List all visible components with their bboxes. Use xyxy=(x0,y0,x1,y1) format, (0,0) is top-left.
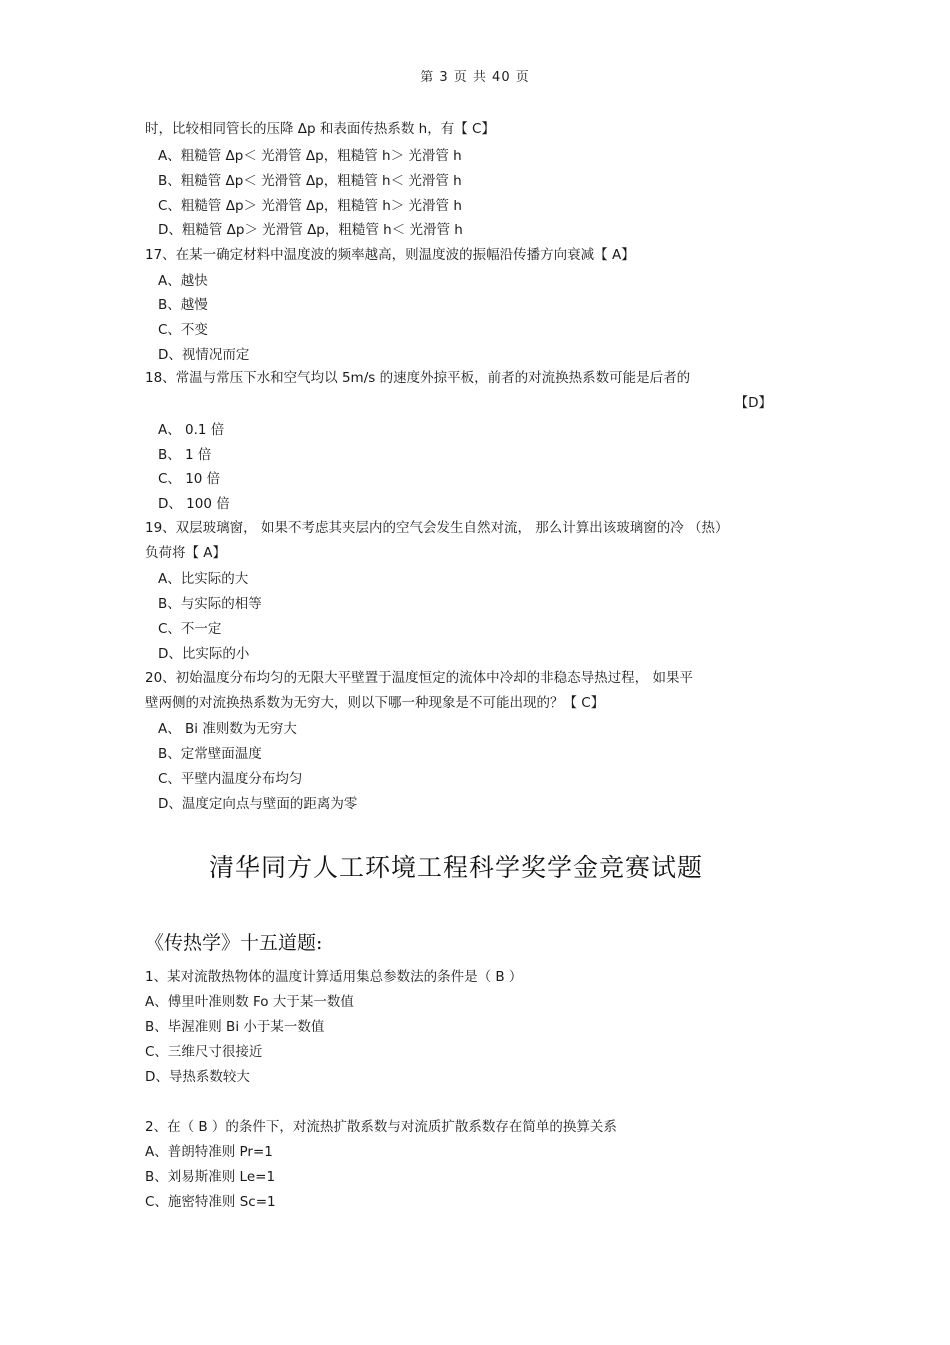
question-20-line-2: 壁两侧的对流换热系数为无穷大，则以下哪一种现象是不可能出现的？【 C】 xyxy=(145,695,605,711)
option-2-1-b: B、毕渥准则 Bi 小于某一数值 xyxy=(145,1019,325,1035)
question-2-1: 1、某对流散热物体的温度计算适用集总参数法的条件是（ B ） xyxy=(145,969,523,985)
question-19-line-1: 19、双层玻璃窗， 如果不考虑其夹层内的空气会发生自然对流， 那么计算出该玻璃窗的冷 （热） xyxy=(145,520,729,536)
option-2-1-d: D、导热系数较大 xyxy=(145,1069,250,1085)
option-16-c: C、粗糙管 Δp＞ 光滑管 Δp，粗糙管 h＞ 光滑管 h xyxy=(158,198,462,214)
option-19-a: A、比实际的大 xyxy=(158,571,249,587)
option-17-a: A、越快 xyxy=(158,273,208,289)
option-2-2-a: A、普朗特准则 Pr=1 xyxy=(145,1144,273,1160)
question-16-tail: 时，比较相同管长的压降 Δp 和表面传热系数 h，有【 C】 xyxy=(145,121,495,137)
option-20-a: A、 Bi 准则数为无穷大 xyxy=(158,721,297,737)
option-16-b: B、粗糙管 Δp＜ 光滑管 Δp，粗糙管 h＜ 光滑管 h xyxy=(158,173,462,189)
option-2-2-b: B、刘易斯准则 Le=1 xyxy=(145,1169,276,1185)
question-20-line-1: 20、初始温度分布均匀的无限大平壁置于温度恒定的流体中冷却的非稳态导热过程， 如果平 xyxy=(145,670,693,686)
option-19-c: C、不一定 xyxy=(158,621,222,637)
option-2-1-a: A、傅里叶准则数 Fo 大于某一数值 xyxy=(145,994,354,1010)
option-18-a: A、 0.1 倍 xyxy=(158,422,225,438)
option-19-d: D、比实际的小 xyxy=(158,646,250,662)
question-19-line-2: 负荷将【 A】 xyxy=(145,545,227,561)
option-17-c: C、不变 xyxy=(158,322,208,338)
option-18-c: C、 10 倍 xyxy=(158,471,221,487)
page-header: 第 3 页 共 40 页 xyxy=(420,70,530,85)
option-16-d: D、粗糙管 Δp＞ 光滑管 Δp，粗糙管 h＜ 光滑管 h xyxy=(158,222,463,238)
option-17-b: B、越慢 xyxy=(158,297,208,313)
option-16-a: A、粗糙管 Δp＜ 光滑管 Δp，粗糙管 h＞ 光滑管 h xyxy=(158,148,462,164)
option-20-d: D、温度定向点与壁面的距离为零 xyxy=(158,796,358,812)
option-17-d: D、视情况而定 xyxy=(158,347,250,363)
question-17: 17、在某一确定材料中温度波的频率越高，则温度波的振幅沿传播方向衰减【 A】 xyxy=(145,247,635,263)
section-title: 清华同方人工环境工程科学奖学金竞赛试题 xyxy=(208,853,703,882)
section-subtitle: 《传热学》十五道题: xyxy=(145,932,323,954)
option-18-d: D、 100 倍 xyxy=(158,496,230,512)
option-2-1-c: C、三维尺寸很接近 xyxy=(145,1044,263,1060)
option-2-2-c: C、施密特准则 Sc=1 xyxy=(145,1194,276,1210)
option-18-b: B、 1 倍 xyxy=(158,447,212,463)
option-20-b: B、定常壁面温度 xyxy=(158,746,262,762)
question-18-answer: 【D】 xyxy=(734,395,772,411)
question-18: 18、常温与常压下水和空气均以 5m/s 的速度外掠平板，前者的对流换热系数可能是后者的 xyxy=(145,370,691,386)
option-19-b: B、与实际的相等 xyxy=(158,596,262,612)
option-20-c: C、平壁内温度分布均匀 xyxy=(158,771,303,787)
question-2-2: 2、在（ B ）的条件下，对流热扩散系数与对流质扩散系数存在简单的换算关系 xyxy=(145,1119,617,1135)
